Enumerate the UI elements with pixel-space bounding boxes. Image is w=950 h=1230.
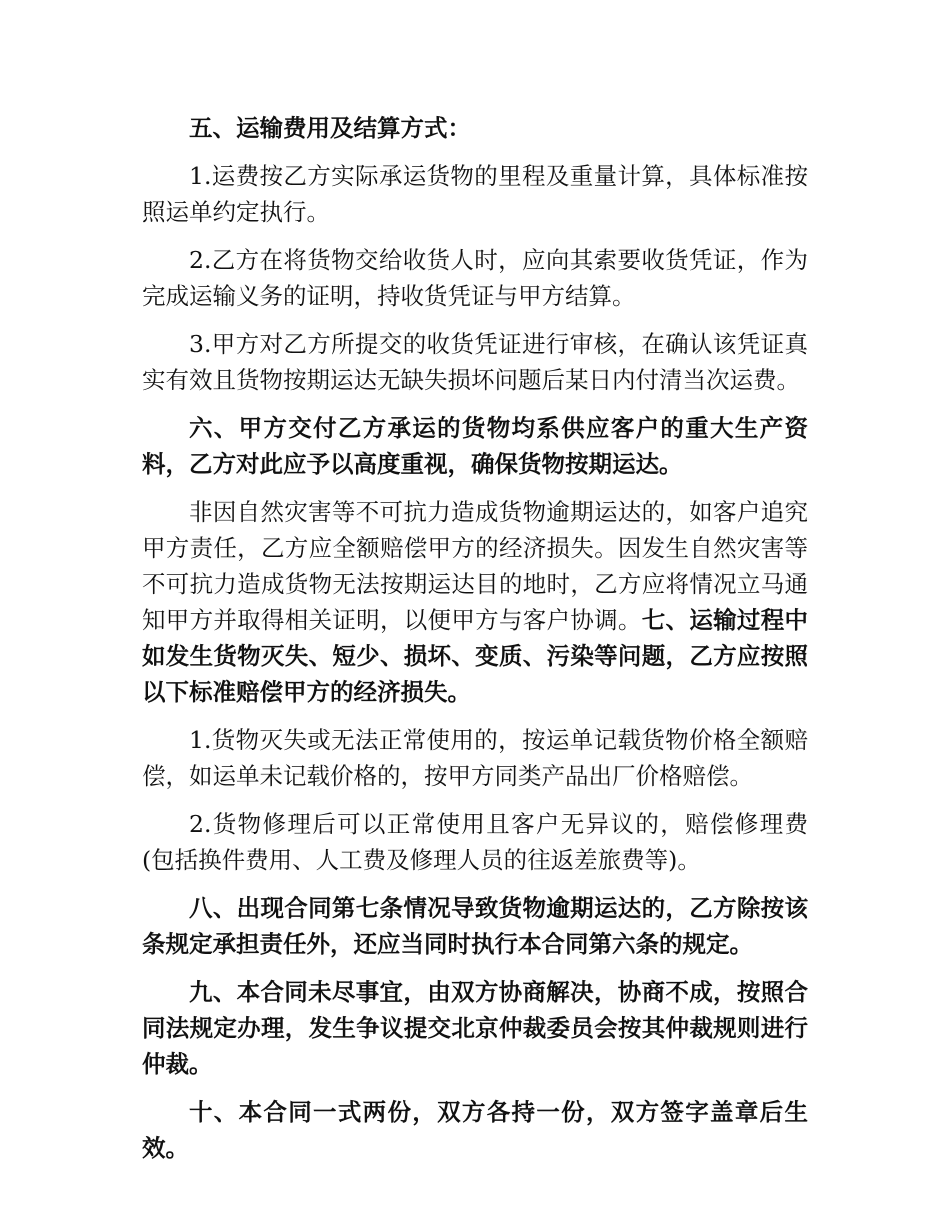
section-7-item-2: 2.货物修理后可以正常使用且客户无异议的，赔偿修理费(包括换件费用、人工费及修理人员的往返差旅费等)。	[142, 810, 808, 874]
section-6-paragraph	[142, 494, 808, 710]
section-5-item-1: 1.运费按乙方实际承运货物的里程及重量计算，具体标准按照运单约定执行。	[142, 162, 808, 226]
document-page	[142, 110, 808, 1178]
section-10-heading: 十、本合同一式两份，双方各持一份，双方签字盖章后生效。	[142, 1098, 808, 1162]
section-5-item-3: 3.甲方对乙方所提交的收货凭证进行审核，在确认该凭证真实有效且货物按期运达无缺失损坏问题后某日内付清当次运费。	[142, 330, 808, 394]
section-6-body: 非因自然灾害等不可抗力造成货物逾期运达的，如客户追究甲方责任，乙方应全额赔偿甲方的经济损失。因发生自然灾害等不可抗力造成货物无法按期运达目的地时，乙方应将情况立马通知甲方并取得相关证明，以便甲方与客户协调。	[142, 498, 808, 634]
section-9-heading: 九、本合同未尽事宜，由双方协商解决，协商不成，按照合同法规定办理，发生争议提交北京仲裁委员会按其仲裁规则进行仲裁。	[142, 978, 808, 1078]
section-8-heading: 八、出现合同第七条情况导致货物逾期运达的，乙方除按该条规定承担责任外，还应当同时执行本合同第六条的规定。	[142, 894, 808, 958]
section-7-heading: 七、运输过程中如发生货物灭失、短少、损坏、变质、污染等问题，乙方应按照以下标准赔偿甲方的经济损失。	[142, 606, 809, 706]
section-6-heading: 六、甲方交付乙方承运的货物均系供应客户的重大生产资料，乙方对此应予以高度重视，确保货物按期运达。	[142, 414, 808, 478]
section-5-heading: 五、运输费用及结算方式：	[189, 114, 471, 142]
section-7-item-1: 1.货物灭失或无法正常使用的，按运单记载货物价格全额赔偿，如运单未记载价格的，按甲方同类产品出厂价格赔偿。	[142, 726, 808, 790]
section-5-item-2: 2.乙方在将货物交给收货人时，应向其索要收货凭证，作为完成运输义务的证明，持收货凭证与甲方结算。	[142, 246, 808, 310]
